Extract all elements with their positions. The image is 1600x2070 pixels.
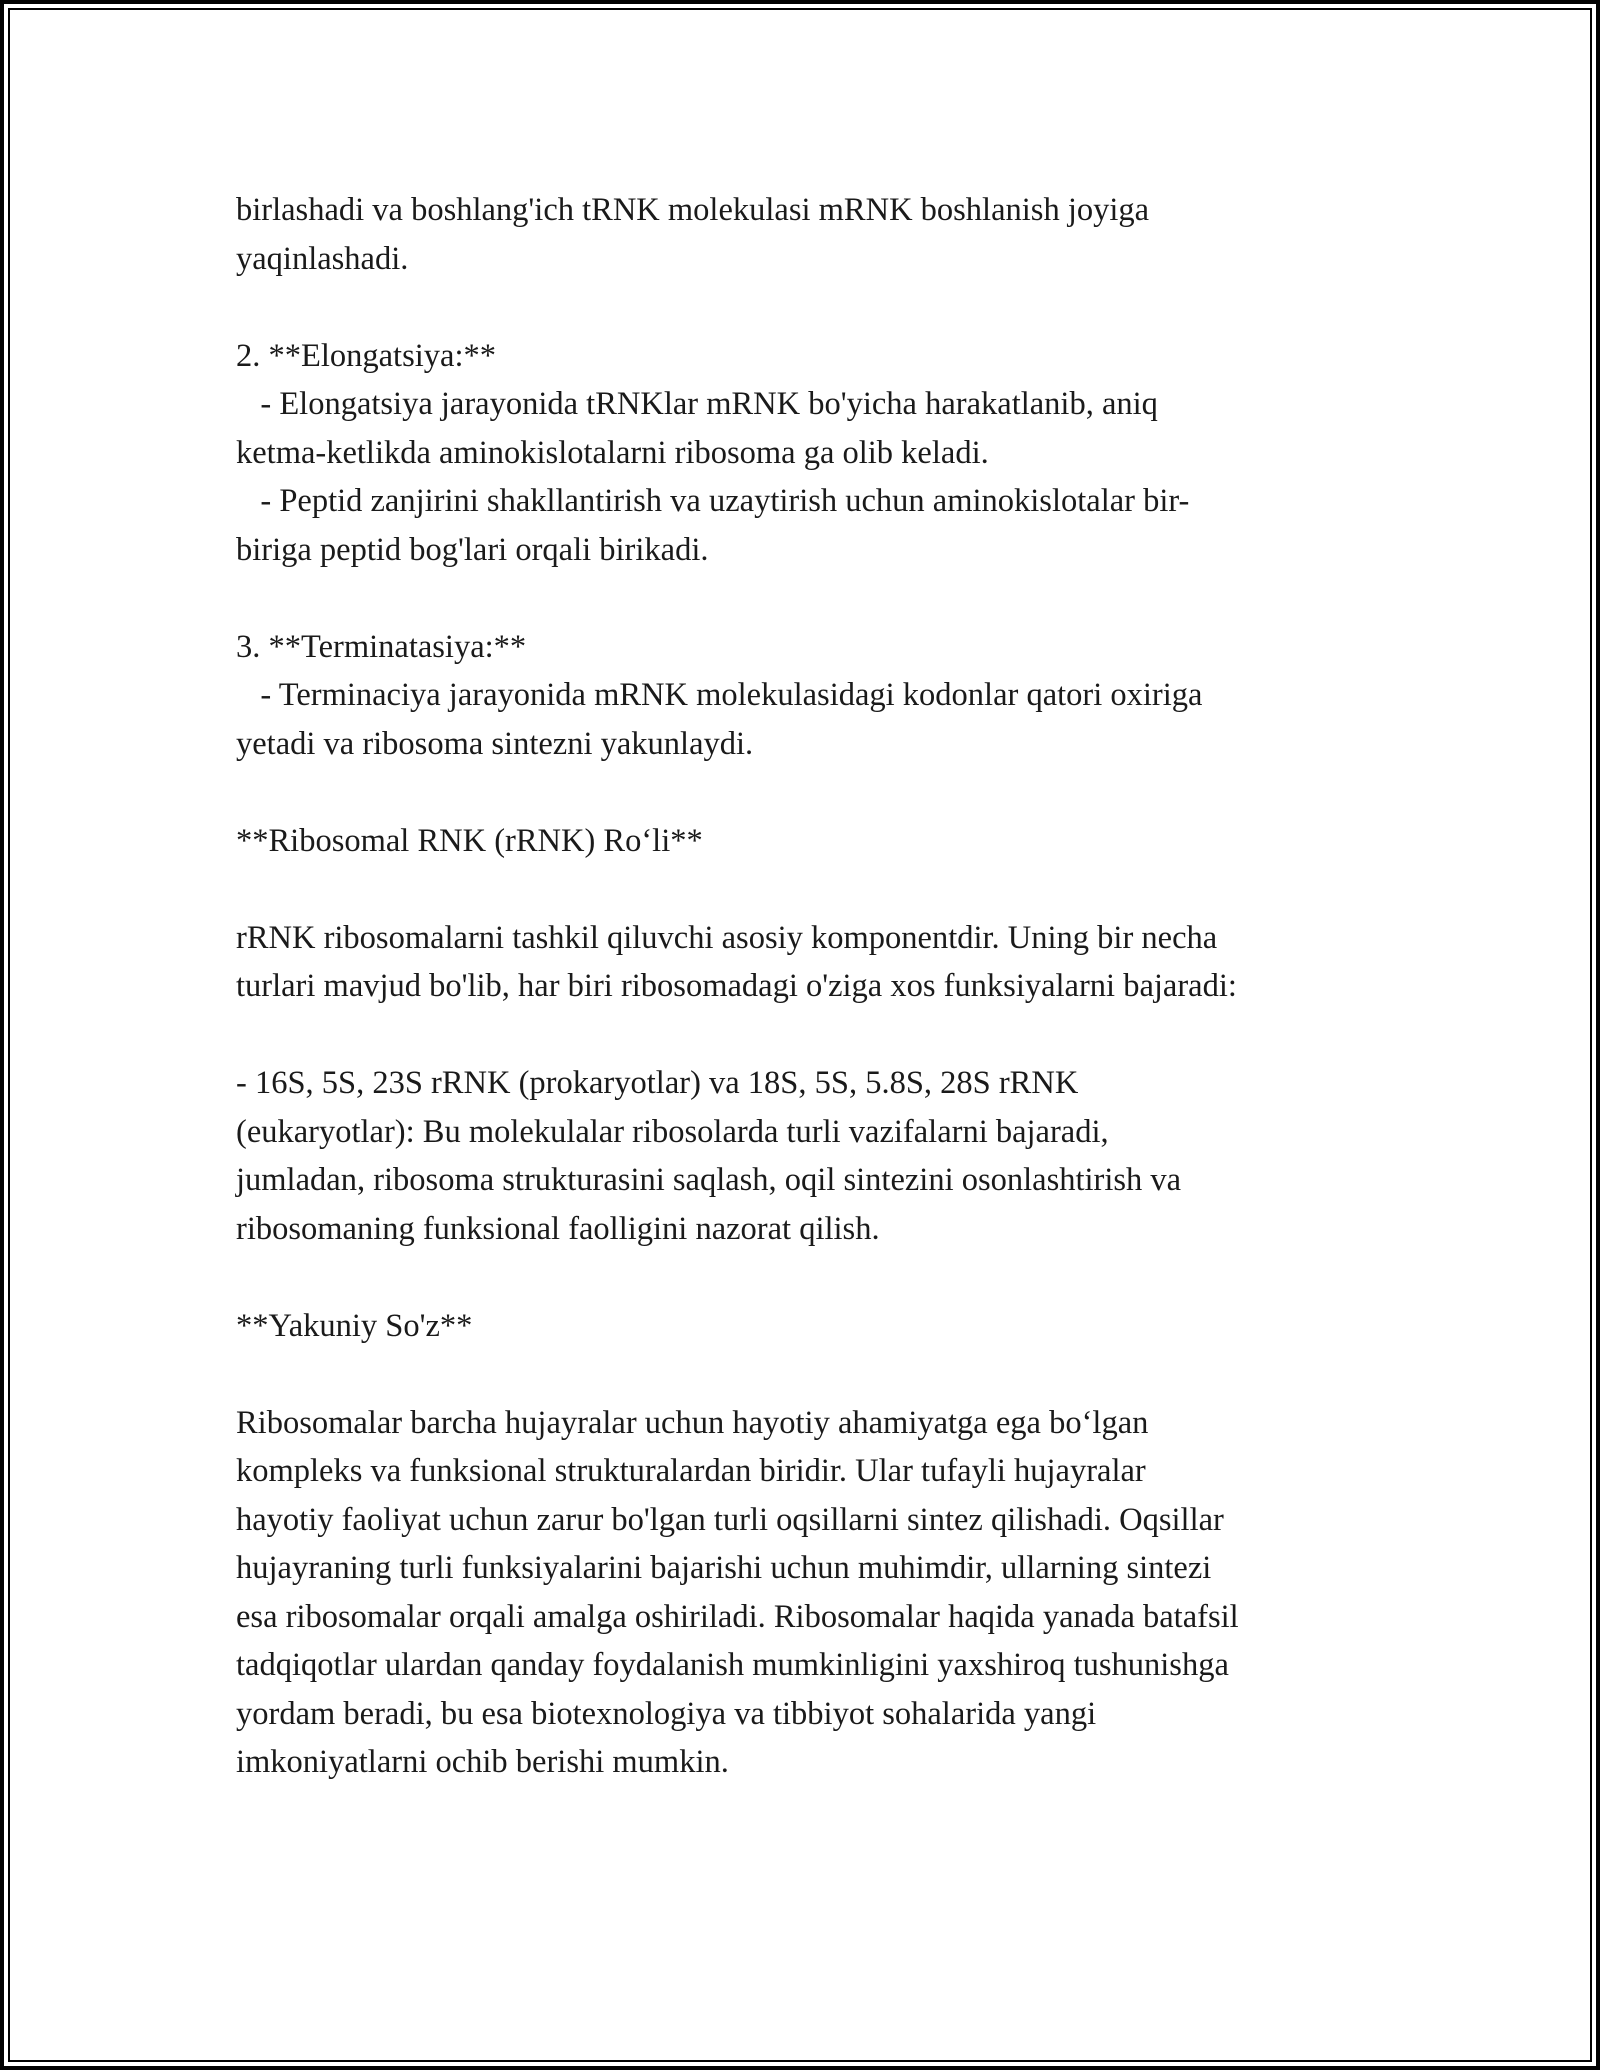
paragraph-conclusion: Ribosomalar barcha hujayralar uchun hayotiy ahamiyatga ega bo‘lgan kompleks va funksional strukturalardan biridir. Ular tufayli hujayralar hayotiy faoliyat uchun zarur bo'lgan turli oqsillarni sintez qilishadi. Oqsillar hujayraning turli funksiyalarini bajarishi uchun muhimdir, ullarning sintezi esa ribosomalar orqali amalga oshiriladi. Ribosomalar haqida yanada batafsil tadqiqotlar ulardan qanday foydalanish mumkinligini yaxshiroq tushunishga yordam beradi, bu esa biotexnologiya va tibbiyot sohalarida yangi imkoniyatlarni ochib berishi mumkin.: [236, 1404, 1239, 1780]
paragraph-gap: [236, 1350, 1396, 1399]
heading-conclusion: **Yakuniy So'z**: [236, 1307, 473, 1344]
paragraph-gap: [236, 1253, 1396, 1302]
paragraph-elongation: 2. **Elongatsiya:** - Elongatsiya jarayonida tRNKlar mRNK bo'yicha harakatlanib, aniq ketma-ketlikda aminokislotalarni ribosoma ga olib keladi. - Peptid zanjirini shakllantirish va uzaytirish uchun aminokislotalar bir- biriga peptid bog'lari orqali birikadi.: [236, 337, 1190, 568]
paragraph-initiation-continuation: birlashadi va boshlang'ich tRNK molekulasi mRNK boshlanish joyiga yaqinlashadi.: [236, 192, 1150, 277]
paragraph-rrna-types: - 16S, 5S, 23S rRNK (prokaryotlar) va 18S, 5S, 5.8S, 28S rRNK (eukaryotlar): Bu molekulalar ribosolarda turli vazifalarni bajaradi, jumladan, ribosoma strukturasini saqlash, oqil sintezini osonlashtirish va ribosomaning funksional faolligini nazorat qilish.: [236, 1065, 1182, 1247]
heading-rrna-role: **Ribosomal RNK (rRNK) Ro‘li**: [236, 822, 703, 859]
document-body: [236, 186, 1396, 1787]
paragraph-termination: 3. **Terminatasiya:** - Terminaciya jarayonida mRNK molekulasidagi kodonlar qatori oxiriga yetadi va ribosoma sintezni yakunlaydi.: [236, 628, 1203, 762]
paragraph-gap: [236, 768, 1396, 817]
paragraph-gap: [236, 574, 1396, 623]
paragraph-rrna-intro: rRNK ribosomalarni tashkil qiluvchi asosiy komponentdir. Uning bir necha turlari mavjud bo'lib, har biri ribosomadagi o'ziga xos funksiyalarni bajaradi:: [236, 919, 1237, 1004]
paragraph-gap: [236, 1011, 1396, 1060]
paragraph-gap: [236, 865, 1396, 914]
paragraph-gap: [236, 283, 1396, 332]
